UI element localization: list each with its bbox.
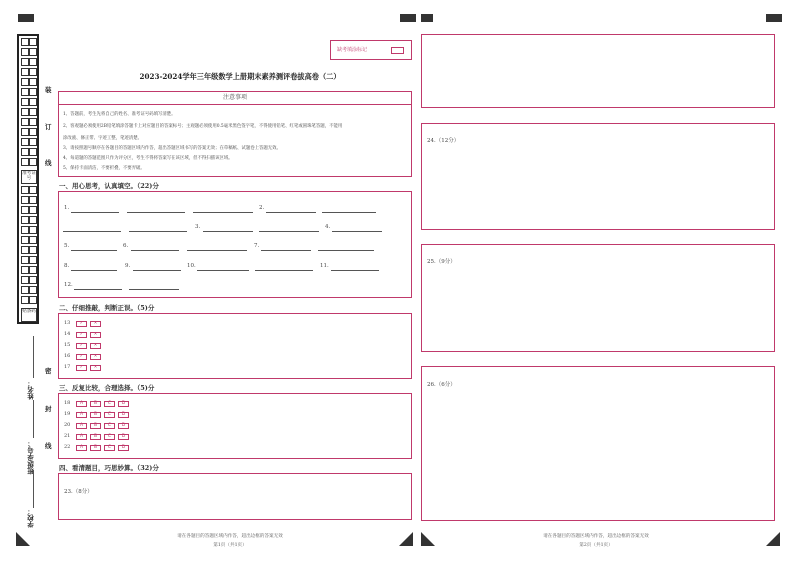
fill-blank[interactable] <box>129 289 179 290</box>
side-school-label: 学校： <box>27 508 35 528</box>
exam-number-cell[interactable] <box>21 276 29 284</box>
exam-number-cell[interactable] <box>29 158 37 166</box>
exam-number-cell[interactable] <box>29 128 37 136</box>
fill-blank[interactable] <box>71 212 119 213</box>
fill-blank[interactable] <box>63 231 121 232</box>
exam-number-cell[interactable] <box>29 266 37 274</box>
choice-option-bubble-b[interactable]: B <box>90 434 101 440</box>
choice-option-bubble-a[interactable]: A <box>76 412 87 418</box>
exam-number-cell[interactable] <box>21 138 29 146</box>
binding-char-mi: 密 <box>45 367 52 375</box>
judge-question-number: 14 <box>64 331 71 337</box>
judge-true-bubble[interactable]: ✓ <box>76 365 87 371</box>
judge-false-bubble[interactable]: ✕ <box>90 343 101 349</box>
exam-number-cell[interactable] <box>29 88 37 96</box>
exam-number-cell[interactable] <box>29 148 37 156</box>
fill-number: 11. <box>320 263 329 269</box>
choice-option-bubble-b[interactable]: B <box>90 445 101 451</box>
exam-number-label: 准考证号 <box>21 170 37 184</box>
fill-blank[interactable] <box>259 231 319 232</box>
fill-blank[interactable] <box>71 250 117 251</box>
judge-false-bubble[interactable]: ✕ <box>90 365 101 371</box>
exam-number-cell[interactable] <box>29 68 37 76</box>
choice-option-bubble-a[interactable]: A <box>76 434 87 440</box>
exam-number-cell[interactable] <box>29 246 37 254</box>
binding-char-zhuang: 装 <box>45 86 52 94</box>
exam-number-cell[interactable] <box>21 58 29 66</box>
fill-blank[interactable] <box>261 250 311 251</box>
exam-number-cell[interactable] <box>29 216 37 224</box>
question-24-answer-box[interactable] <box>421 123 775 230</box>
section-1-title: 一、用心思考，认真填空。（22)分 <box>59 182 159 190</box>
exam-number-cell[interactable] <box>29 38 37 46</box>
fill-blank[interactable] <box>187 250 247 251</box>
fill-number: 3. <box>195 224 201 230</box>
absent-mark-box <box>330 40 412 60</box>
registration-triangle-bottom-center-right <box>421 532 435 546</box>
fill-number: 4. <box>325 224 331 230</box>
exam-number-cell[interactable] <box>29 236 37 244</box>
section-4-title: 四、看清题目，巧思妙算。（32)分 <box>59 464 159 472</box>
choice-option-bubble-a[interactable]: A <box>76 423 87 429</box>
exam-number-cell[interactable] <box>21 118 29 126</box>
question-25-answer-box[interactable] <box>421 244 775 352</box>
binding-char-ding: 订 <box>45 123 52 131</box>
exam-number-cell[interactable] <box>29 48 37 56</box>
absent-mark-bubble[interactable] <box>391 47 404 54</box>
choice-option-bubble-b[interactable]: B <box>90 412 101 418</box>
choice-option-bubble-c[interactable]: C <box>104 401 115 407</box>
exam-number-grid <box>17 34 39 324</box>
exam-number-cell[interactable] <box>21 286 29 294</box>
exam-number-cell[interactable] <box>21 38 29 46</box>
section-2-answer-box <box>58 313 412 379</box>
choice-option-bubble-d[interactable]: D <box>118 445 129 451</box>
exam-number-cell[interactable] <box>21 186 29 194</box>
fill-number: 6. <box>123 243 129 249</box>
exam-number-bottom-cells <box>21 186 37 306</box>
fill-blank[interactable] <box>193 212 253 213</box>
exam-number-cell[interactable] <box>21 98 29 106</box>
page-1-footer-page: 第1页（共1页） <box>213 543 247 548</box>
side-class-label: 班级/学号： <box>27 440 35 475</box>
exam-number-cell[interactable] <box>21 266 29 274</box>
question-23-answer-box[interactable] <box>58 473 412 520</box>
binding-char-xian: 线 <box>45 159 52 167</box>
judge-true-bubble[interactable]: ✓ <box>76 321 87 327</box>
exam-number-cell[interactable] <box>29 118 37 126</box>
fill-number: 12. <box>64 282 73 288</box>
exam-number-cell[interactable] <box>21 78 29 86</box>
binding-char-feng: 封 <box>45 405 52 413</box>
page-title: 2023-2024学年三年级数学上册期末素养测评卷拔高卷（二） <box>139 72 341 81</box>
exam-number-cell[interactable] <box>29 256 37 264</box>
section-2-title: 二、仔细推敲，判断正误。（5)分 <box>59 304 155 312</box>
page-2-footer-note: 请在各题目的答题区域内作答，超出边框的答案无效 <box>543 534 649 539</box>
choice-option-bubble-b[interactable]: B <box>90 401 101 407</box>
exam-number-cell[interactable] <box>21 196 29 204</box>
fill-blank[interactable] <box>71 270 117 271</box>
fill-number: 10. <box>187 263 196 269</box>
exam-number-cell[interactable] <box>29 108 37 116</box>
section-3-title: 三、反复比较，合理选择。（5)分 <box>59 384 155 392</box>
exam-number-cell[interactable] <box>21 68 29 76</box>
exam-number-cell[interactable] <box>29 196 37 204</box>
choice-question-number: 20 <box>64 422 71 428</box>
exam-number-cell[interactable] <box>21 158 29 166</box>
fill-blank[interactable] <box>255 270 313 271</box>
binding-char-xian2: 线 <box>45 442 52 450</box>
fill-blank[interactable] <box>133 270 181 271</box>
exam-number-cell[interactable] <box>21 246 29 254</box>
judge-true-bubble[interactable]: ✓ <box>76 343 87 349</box>
notice-box <box>58 91 412 177</box>
fill-blank[interactable] <box>266 212 316 213</box>
judge-false-bubble[interactable]: ✕ <box>90 354 101 360</box>
choice-option-bubble-d[interactable]: D <box>118 434 129 440</box>
exam-number-cell[interactable] <box>21 236 29 244</box>
fill-blank[interactable] <box>203 231 253 232</box>
choice-option-bubble-d[interactable]: D <box>118 401 129 407</box>
exam-number-cell[interactable] <box>21 226 29 234</box>
choice-option-bubble-b[interactable]: B <box>90 423 101 429</box>
notice-line-4: 3、请按照题号顺序在各题目的答题区域内作答，超出答题区域书写的答案无效；在草稿纸、试题卷上答题无效。 <box>63 146 281 151</box>
exam-number-cell[interactable] <box>29 78 37 86</box>
judge-false-bubble[interactable]: ✕ <box>90 332 101 338</box>
fill-number: 9. <box>125 263 131 269</box>
exam-number-cell[interactable] <box>21 148 29 156</box>
fill-blank[interactable] <box>129 231 187 232</box>
fill-blank[interactable] <box>197 270 249 271</box>
side-school-line <box>33 470 34 508</box>
fill-blank[interactable] <box>74 289 122 290</box>
notice-heading: 注意事项 <box>59 92 411 105</box>
notice-line-2: 2、客观题必须使用2B铅笔填涂答题卡上对应题目的答案标号；主观题必须使用0.5毫米黑色签字笔，不得使用铅笔、红笔或圆珠笔答题，不能用 <box>63 124 343 129</box>
choice-option-bubble-c[interactable]: C <box>104 412 115 418</box>
side-name-line <box>33 336 34 378</box>
exam-number-cell[interactable] <box>21 216 29 224</box>
choice-option-bubble-c[interactable]: C <box>104 423 115 429</box>
judge-question-number: 17 <box>64 364 71 370</box>
question-26-answer-box[interactable] <box>421 366 775 521</box>
question-23-label: 23.（8分） <box>64 489 93 495</box>
exam-number-cell[interactable] <box>29 296 37 304</box>
choice-question-number: 21 <box>64 433 71 439</box>
judge-question-number: 16 <box>64 353 71 359</box>
fill-number: 2. <box>259 205 265 211</box>
choice-option-bubble-d[interactable]: D <box>118 423 129 429</box>
exam-number-cell[interactable] <box>29 286 37 294</box>
page-2-continuation-box[interactable] <box>421 34 775 108</box>
side-class-line <box>33 400 34 438</box>
fill-number: 1. <box>64 205 70 211</box>
judge-question-number: 15 <box>64 342 71 348</box>
fill-blank[interactable] <box>322 212 376 213</box>
absent-mark-label: 缺考填涂标记 <box>337 47 368 53</box>
fill-number: 8. <box>64 263 70 269</box>
choice-option-bubble-c[interactable]: C <box>104 434 115 440</box>
exam-number-cell[interactable] <box>21 128 29 136</box>
page-2-footer-page: 第2页（共1页） <box>579 543 613 548</box>
exam-number-cell[interactable] <box>29 138 37 146</box>
exam-number-cell[interactable] <box>21 296 29 304</box>
notice-line-3: 涂改液、修正带、字迹工整，笔迹清楚。 <box>63 136 143 141</box>
choice-question-number: 18 <box>64 400 71 406</box>
exam-number-cell[interactable] <box>29 276 37 284</box>
exam-number-cell[interactable] <box>29 206 37 214</box>
fill-blank[interactable] <box>318 250 374 251</box>
fill-number: 5. <box>64 243 70 249</box>
registration-mark-top-center-left <box>400 14 416 22</box>
fill-blank[interactable] <box>331 270 379 271</box>
page-1-footer-note: 请在各题目的答题区域内作答，超出边框的答案无效 <box>177 534 283 539</box>
choice-question-number: 22 <box>64 444 71 450</box>
exam-number-top-cells <box>21 38 37 168</box>
notice-line-1: 1、答题前，考生先将自己的姓名、准考证号码填写清楚。 <box>63 112 176 117</box>
exam-number-cell[interactable] <box>21 48 29 56</box>
exam-number-cell[interactable] <box>21 206 29 214</box>
registration-triangle-bottom-left <box>16 532 30 546</box>
section-3-answer-box <box>58 393 412 459</box>
registration-mark-top-right <box>766 14 782 22</box>
judge-true-bubble[interactable]: ✓ <box>76 354 87 360</box>
registration-triangle-bottom-center-left <box>399 532 413 546</box>
question-24-label: 24.（12分） <box>427 138 460 144</box>
notice-line-5: 4、每道题的答题范围只作为评分区，考生不得将答案写在该区域，但不得扫描该区域。 <box>63 156 233 161</box>
exam-number-cell[interactable] <box>29 226 37 234</box>
choice-option-bubble-c[interactable]: C <box>104 445 115 451</box>
registration-triangle-bottom-right <box>766 532 780 546</box>
choice-question-number: 19 <box>64 411 71 417</box>
exam-number-cell[interactable] <box>21 256 29 264</box>
judge-true-bubble[interactable]: ✓ <box>76 332 87 338</box>
exam-number-cell[interactable] <box>21 108 29 116</box>
side-name-label: 姓名： <box>27 380 35 400</box>
exam-number-cell[interactable] <box>29 98 37 106</box>
fill-number: 7. <box>254 243 260 249</box>
question-26-label: 26.（6分） <box>427 382 456 388</box>
choice-option-bubble-a[interactable]: A <box>76 445 87 451</box>
judge-question-number: 13 <box>64 320 71 326</box>
fill-blank[interactable] <box>127 212 185 213</box>
question-25-label: 25.（9分） <box>427 259 456 265</box>
barcode-stub-label: 贴条码 <box>21 308 37 322</box>
fill-blank[interactable] <box>131 250 179 251</box>
fill-blank[interactable] <box>332 231 382 232</box>
exam-number-cell[interactable] <box>21 88 29 96</box>
exam-number-cell[interactable] <box>29 186 37 194</box>
choice-option-bubble-d[interactable]: D <box>118 412 129 418</box>
judge-false-bubble[interactable]: ✕ <box>90 321 101 327</box>
registration-mark-top-center-right <box>421 14 433 22</box>
exam-number-cell[interactable] <box>29 58 37 66</box>
registration-mark-top-left <box>18 14 34 22</box>
notice-line-6: 5、保持卡面清洁，不要折叠，不要弄破。 <box>63 166 145 171</box>
section-1-answer-box <box>58 191 412 298</box>
choice-option-bubble-a[interactable]: A <box>76 401 87 407</box>
